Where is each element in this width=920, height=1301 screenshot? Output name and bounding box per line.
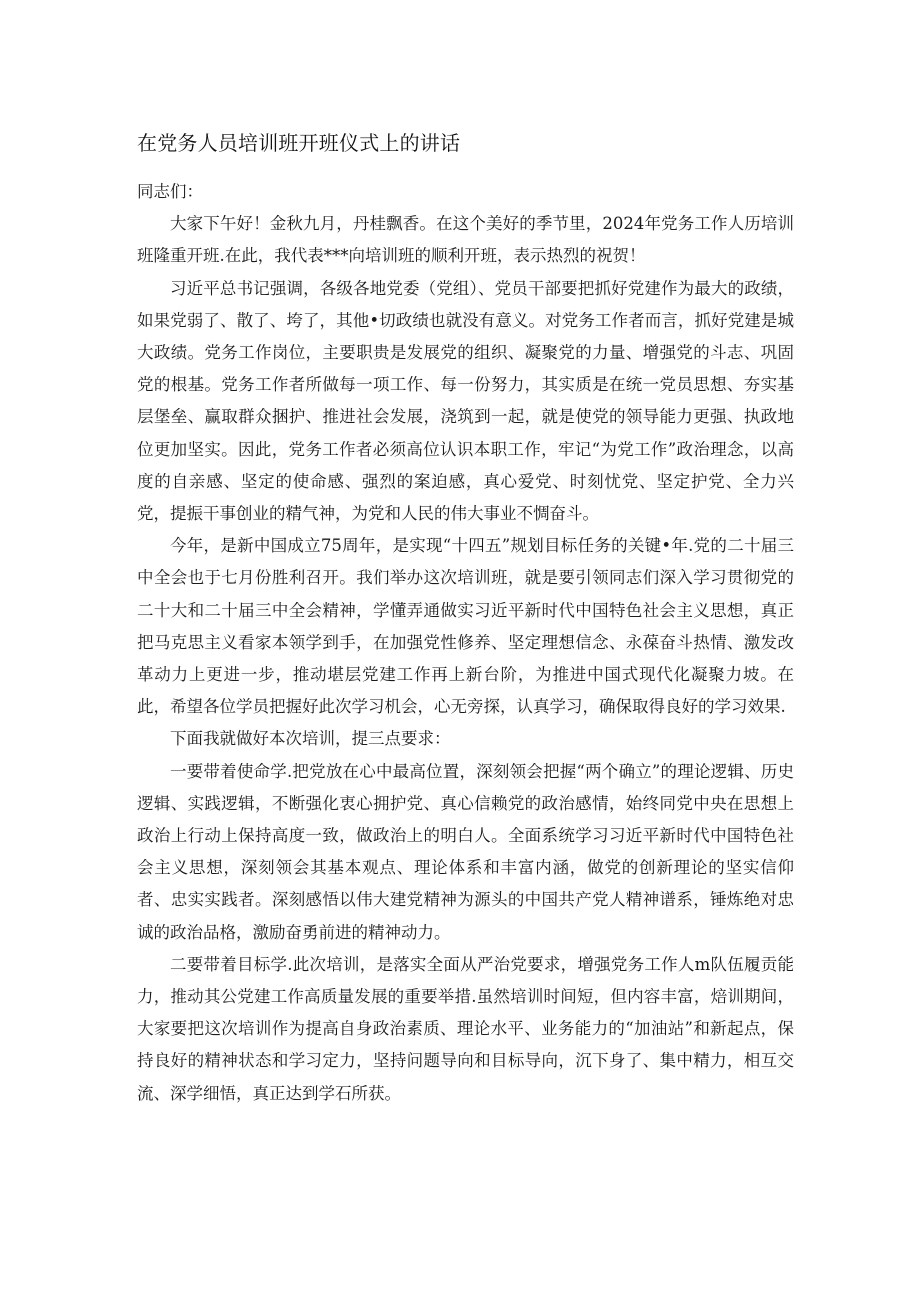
paragraph-requirements-intro: 下面我就做好本次培训，提三点要求： [170, 729, 451, 749]
paragraph-opening-greeting: 大家下午好！金秋九月，丹桂飘香。在这个美好的季节里，2024年党务工作人历培训班隆重开班.在此，我代表***向培训班的顺利开班，表示热烈的祝贺！ [137, 214, 794, 266]
document-title: 在党务人员培训班开班仪式上的讲话 [137, 131, 461, 155]
paragraph-training-purpose: 今年，是新中国成立75周年，是实现“十四五”规划目标任务的关键•年.党的二十届三中全会也于七月份胜利召开。我们举办这次培训班，就是要引领同志们深入学习贯彻党的二十大和二十届三中全会精神，学懂弄通做实习近平新时代中国特色社会主义思想，真正把马克思主义看家本领学到手，在加强党性修养、坚定理想信念、永葆奋斗热情、激发改革动力上更进一步，推动堪层党建工作再上新台阶，为推进中国式现代化凝聚力坡。在此，希望各位学员把握好此次学习机会，心无旁探，认真学习，确保取得良好的学习效果. [137, 536, 794, 717]
paragraph-requirement-one: 一要带着使命学.把党放在心中最高位置，深刻领会把握“两个确立”的理论逻辑、历史逻辑、实践逻辑，不断强化衷心拥护党、真心信赖党的政治感情，始终同党中央在思想上政治上行动上保持高度一致，做政治上的明白人。全面系统学习习近平新时代中国特色社会主义思想，深刻领会其基本观点、理论体系和丰富内涵，做党的创新理论的坚实信仰者、忠实实践者。深刻感悟以伟大建党精神为源头的中国共产党人精神谱系，锤炼绝对忠诚的政治品格，激励奋勇前进的精神动力。 [137, 761, 794, 942]
paragraph-requirement-two: 二要带着目标学.此次培训，是落实全面从严治党要求，增强党务工作人m队伍履贡能力，推动其公党建工作高质量发展的重要举措.虽然培训时间短，但内容丰富，焙训期间，大家要把这次培训作为提高自身政治素质、理论水平、业务能力的“加油站”和新起点，保持良好的精神状态和学习定力，坚持问题导向和目标导向，沉下身了、集中精力，相互交流、深学细悟，真正达到学石所获。 [137, 954, 794, 1103]
document-body [137, 176, 794, 1110]
salutation: 同志们： [137, 182, 203, 201]
paragraph-party-building-importance: 习近平总书记强调，各级各地党委（党组）、党员干部要把抓好党建作为最大的政绩，如果党弱了、散了、垮了，其他•切政绩也就没有意义。对党务工作者而言，抓好党建是城大政绩。党务工作岗位，主要职贵是发展党的组织、凝聚党的力量、增强党的斗志、巩固党的根基。党务工作者所做每一项工作、每一份努力，其实质是在统一党员思想、夯实基层堡垒、赢取群众捆护、推进社会发展，浇筑到一起，就是使党的领导能力更强、执政地位更加坚实。因此，党务工作者必须高位认识本职工作，牢记“为党工作”政治理念，以高度的自亲感、坚定的使命感、强烈的案迫感，真心爱党、时刻忧党、坚定护党、全力兴党，提振干事创业的精气神，为党和人民的伟大事业不惆奋斗。 [137, 278, 794, 524]
